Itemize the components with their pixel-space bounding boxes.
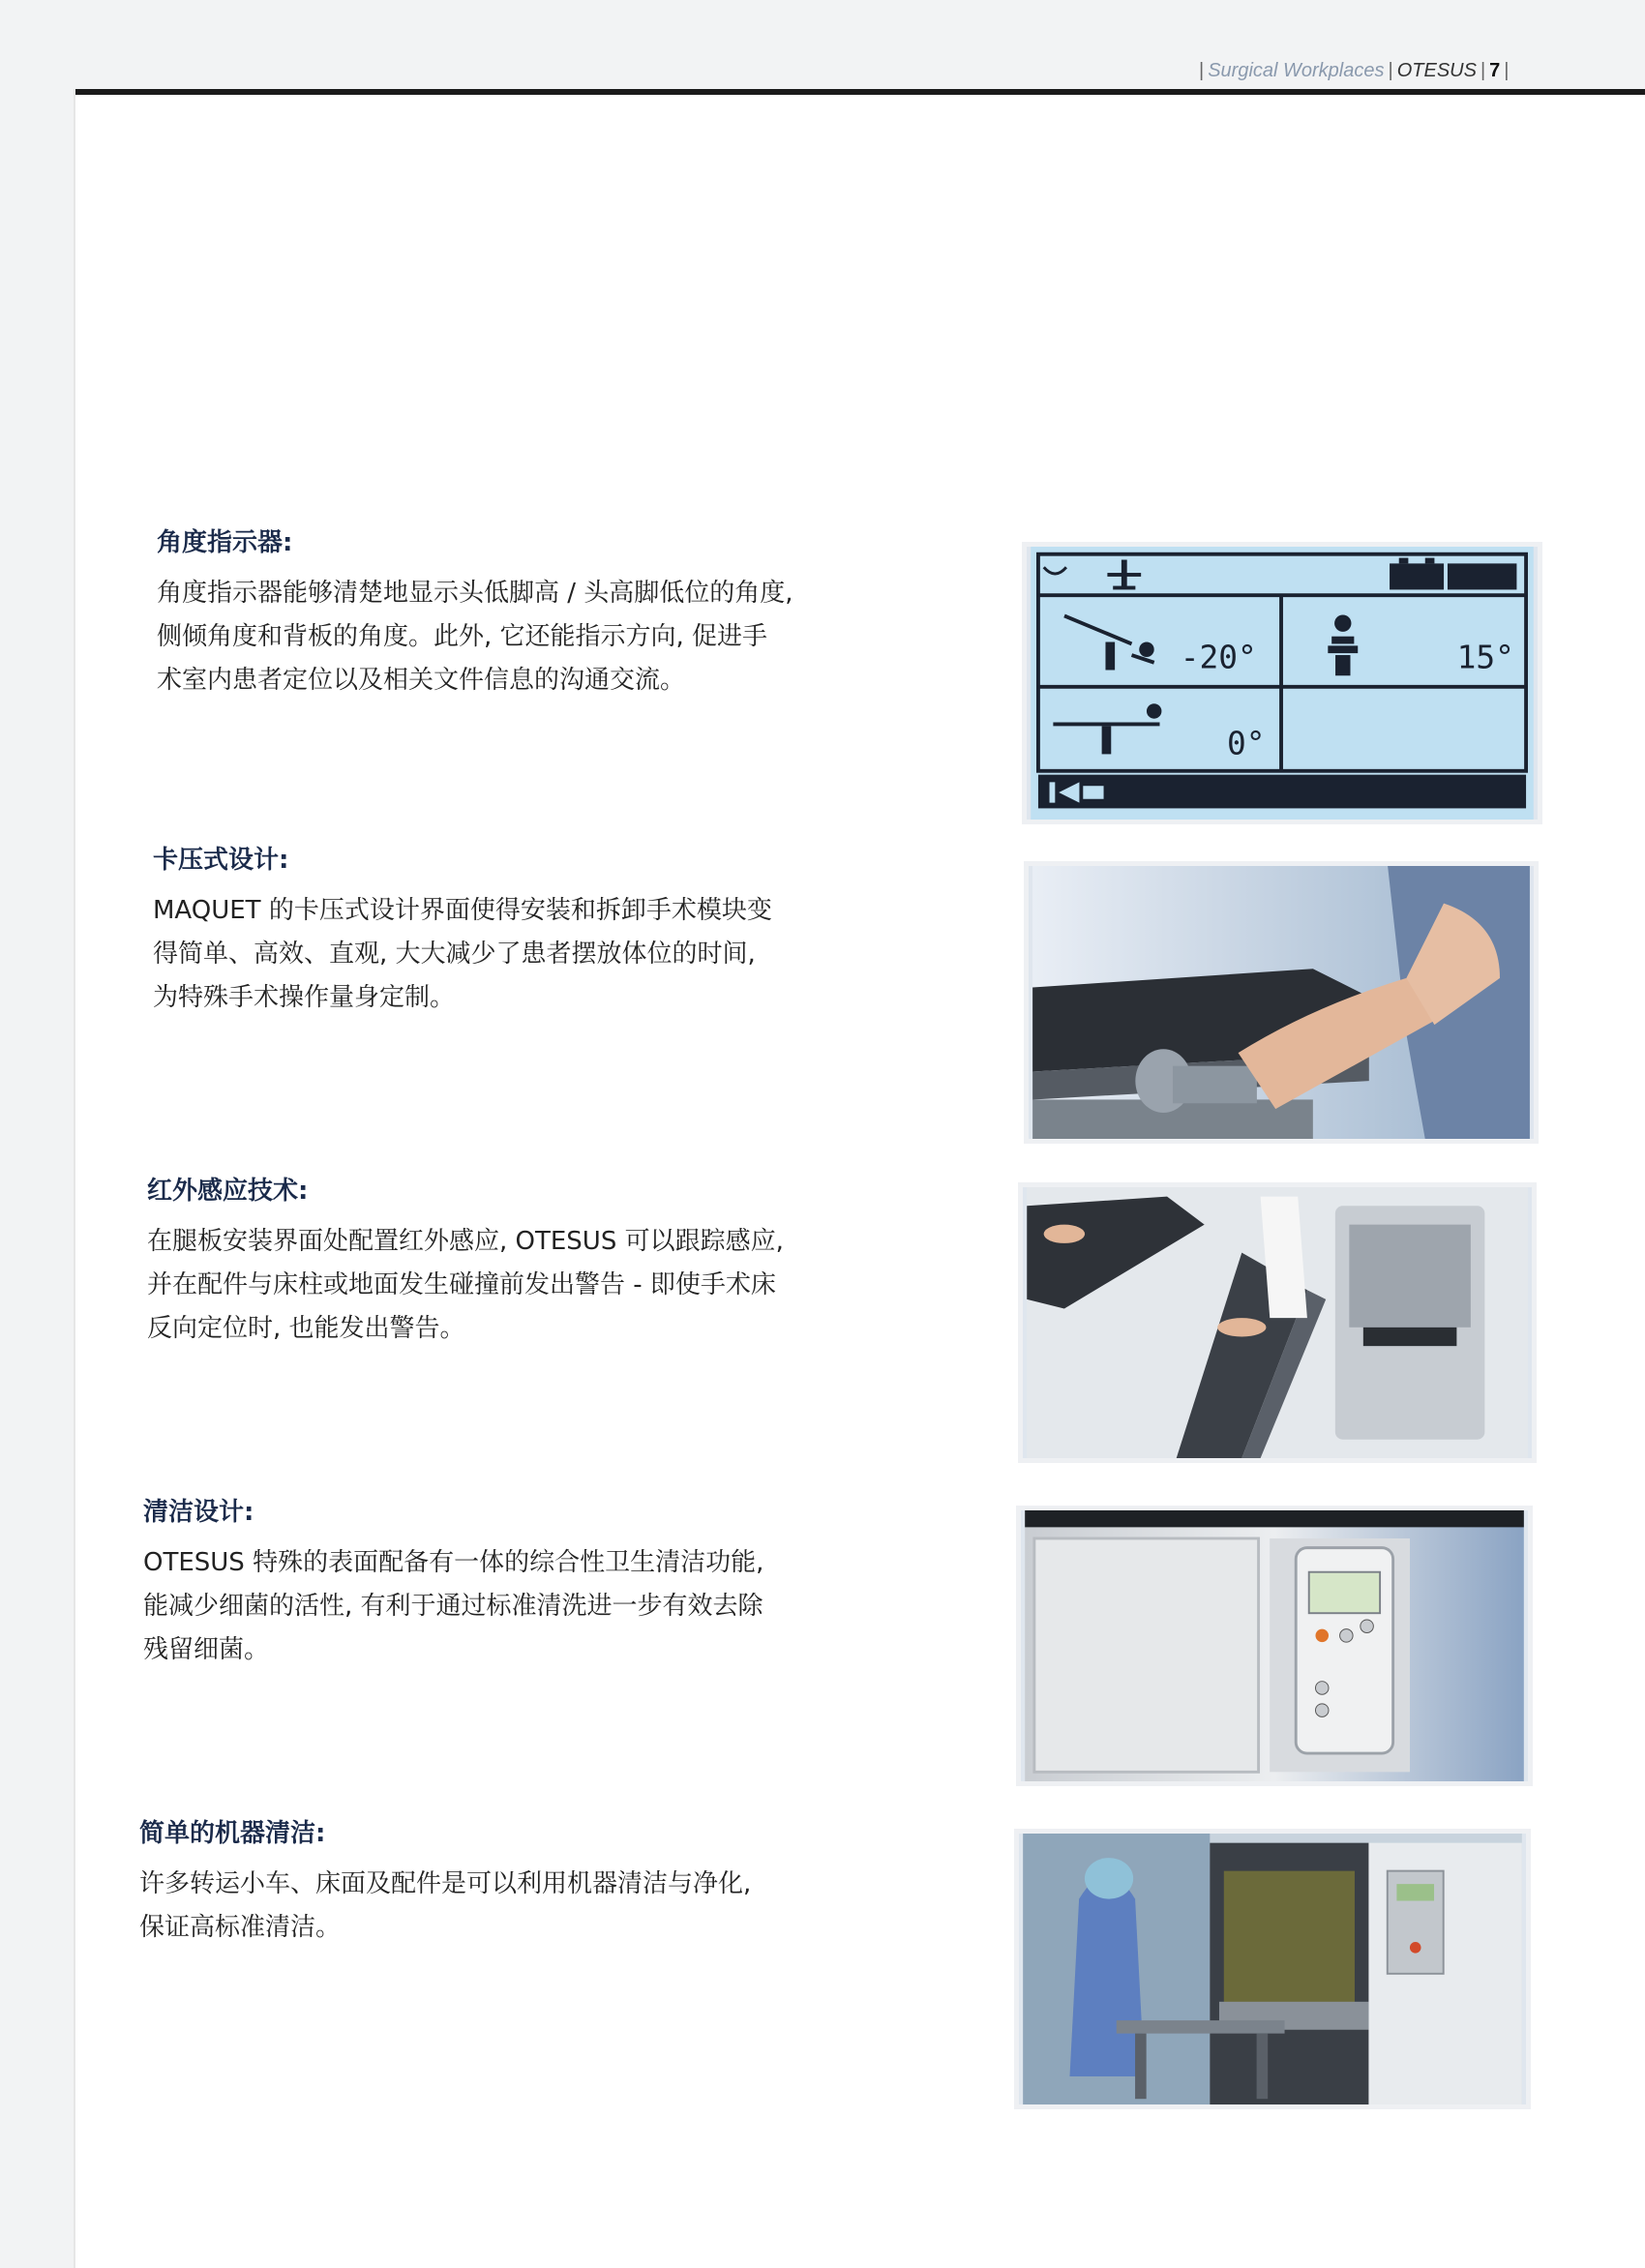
feature-heading: 卡压式设计: <box>153 846 289 875</box>
section-name: Surgical Workplaces <box>1208 60 1385 81</box>
body-line: MAQUET 的卡压式设计界面使得安装和拆卸手术模块变 <box>153 896 772 925</box>
feature-body <box>157 572 892 702</box>
infrared-sensing-photo <box>1018 1182 1537 1463</box>
page-number: 7 <box>1489 60 1501 81</box>
body-line: 保证高标准清洁。 <box>139 1913 342 1942</box>
running-header: | Surgical Workplaces | OTESUS | 7 | <box>1199 60 1510 81</box>
body-line: 为特殊手术操作量身定制。 <box>153 983 456 1012</box>
body-line: 能减少细菌的活性, 有利于通过标准清洗进一步有效去除 <box>143 1592 763 1621</box>
feature-heading: 清洁设计: <box>143 1498 254 1527</box>
feature-angle-indicator <box>157 522 892 702</box>
body-line: 并在配件与床柱或地面发生碰撞前发出警告 - 即使手术床 <box>147 1270 776 1299</box>
feature-hygiene-design <box>143 1492 879 1672</box>
feature-body <box>147 1220 882 1351</box>
product-name: OTESUS <box>1396 60 1477 81</box>
body-line: 角度指示器能够清楚地显示头低脚高 / 头高脚低位的角度, <box>157 579 793 608</box>
back-plate-angle: 0° <box>1227 725 1266 762</box>
lcd-screen <box>1027 547 1538 820</box>
snap-design-photo <box>1024 861 1539 1144</box>
feature-heading: 红外感应技术: <box>147 1177 309 1206</box>
body-line: OTESUS 特殊的表面配备有一体的综合性卫生清洁功能, <box>143 1548 764 1577</box>
body-line: 侧倾角度和背板的角度。此外, 它还能指示方向, 促进手 <box>157 622 768 651</box>
machine-cleaning-photo <box>1014 1829 1531 2109</box>
body-line: 术室内患者定位以及相关文件信息的沟通交流。 <box>157 666 686 695</box>
feature-body <box>139 1863 875 1950</box>
feature-body <box>143 1541 879 1672</box>
feature-body <box>153 889 888 1020</box>
body-line: 得简单、高效、直观, 大大减少了患者摆放体位的时间, <box>153 940 756 969</box>
trendelenburg-angle: -20° <box>1180 639 1257 676</box>
lateral-tilt-angle: 15° <box>1456 639 1514 676</box>
feature-infrared-sensing <box>147 1171 882 1351</box>
feature-machine-cleaning <box>139 1813 875 1950</box>
feature-snap-design <box>153 840 888 1020</box>
feature-heading: 简单的机器清洁: <box>139 1819 326 1848</box>
angle-display-photo <box>1022 542 1542 824</box>
body-line: 许多转运小车、床面及配件是可以利用机器清洁与净化, <box>139 1869 752 1898</box>
hygiene-design-photo <box>1016 1506 1533 1786</box>
body-line: 在腿板安装界面处配置红外感应, OTESUS 可以跟踪感应, <box>147 1227 784 1256</box>
feature-heading: 角度指示器: <box>157 528 293 557</box>
body-line: 反向定位时, 也能发出警告。 <box>147 1314 465 1343</box>
body-line: 残留细菌。 <box>143 1635 270 1664</box>
